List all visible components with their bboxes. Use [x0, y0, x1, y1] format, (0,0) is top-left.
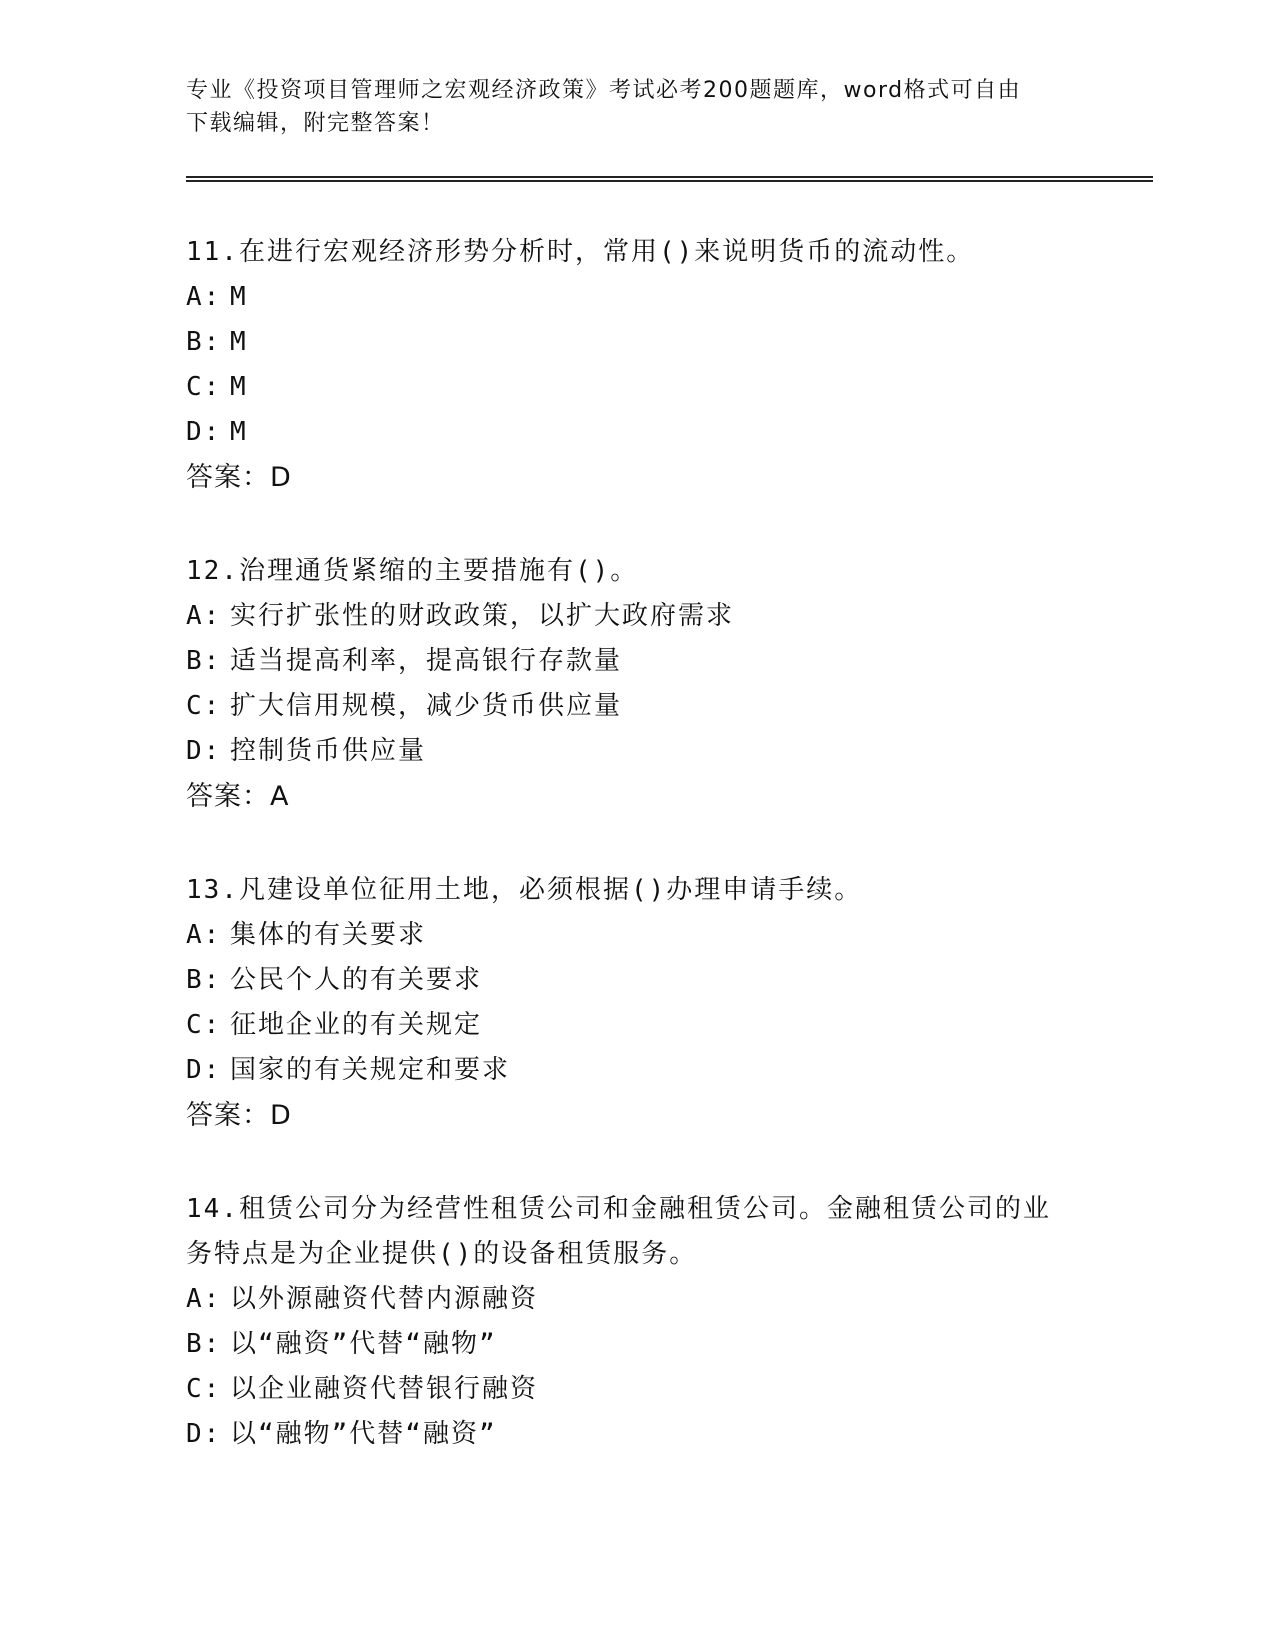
question-stem: 14.租赁公司分为经营性租赁公司和金融租赁公司。金融租赁公司的业: [186, 1194, 1051, 1224]
option-text: 适当提高利率，提高银行存款量: [230, 646, 623, 676]
question-13: [186, 868, 1086, 1139]
option-letter: A:: [186, 920, 222, 950]
option-letter: C:: [186, 372, 222, 402]
question-11: [186, 230, 1086, 501]
option-letter: B:: [186, 646, 222, 676]
option-letter: D:: [186, 417, 222, 447]
answer-line: 答案：D: [186, 462, 292, 493]
option-a: [186, 1277, 1086, 1322]
option-d: [186, 729, 1086, 774]
question-stem: 13.凡建设单位征用土地，必须根据()办理申请手续。: [186, 875, 863, 905]
option-text: M: [230, 417, 248, 447]
option-c: [186, 1003, 1086, 1048]
option-a: [186, 594, 1086, 639]
option-b: [186, 320, 1086, 365]
option-text: 扩大信用规模，减少货币供应量: [230, 691, 623, 721]
option-text: M: [230, 327, 248, 357]
option-d: [186, 1412, 1086, 1457]
option-letter: B:: [186, 1329, 222, 1359]
option-letter: D:: [186, 1055, 222, 1085]
option-text: 以“融物”代替“融资”: [230, 1419, 497, 1449]
option-d: [186, 1048, 1086, 1093]
option-letter: A:: [186, 1284, 222, 1314]
option-text: M: [230, 282, 248, 312]
option-b: [186, 639, 1086, 684]
option-c: [186, 1367, 1086, 1412]
option-letter: D:: [186, 736, 222, 766]
question-14: [186, 1187, 1086, 1457]
option-c: [186, 684, 1086, 729]
option-letter: D:: [186, 1419, 222, 1449]
option-letter: A:: [186, 601, 222, 631]
option-b: [186, 1322, 1086, 1367]
option-text: 以“融资”代替“融物”: [230, 1329, 497, 1359]
option-d: [186, 410, 1086, 455]
option-text: 控制货币供应量: [230, 736, 427, 766]
question-12: [186, 549, 1086, 820]
question-stem: 12.治理通货紧缩的主要措施有()。: [186, 556, 639, 586]
option-letter: C:: [186, 691, 222, 721]
option-b: [186, 958, 1086, 1003]
question-stem: 11.在进行宏观经济形势分析时，常用()来说明货币的流动性。: [186, 237, 975, 267]
option-letter: C:: [186, 1374, 222, 1404]
question-list: [186, 230, 1086, 1505]
option-text: 以外源融资代替内源融资: [230, 1284, 539, 1314]
option-text: 集体的有关要求: [230, 920, 427, 950]
option-text: 实行扩张性的财政政策，以扩大政府需求: [230, 601, 735, 631]
option-text: 以企业融资代替银行融资: [230, 1374, 539, 1404]
header-divider: [186, 176, 1153, 182]
header-line-2: 下载编辑，附完整答案！: [186, 111, 445, 136]
option-letter: B:: [186, 327, 222, 357]
option-letter: A:: [186, 282, 222, 312]
header-line-1: 专业《投资项目管理师之宏观经济政策》考试必考200题题库，word格式可自由: [186, 78, 1022, 103]
option-a: [186, 913, 1086, 958]
answer-line: 答案：A: [186, 781, 290, 812]
option-text: 征地企业的有关规定: [230, 1010, 483, 1040]
page-header: [186, 74, 1086, 140]
option-text: 国家的有关规定和要求: [230, 1055, 511, 1085]
answer-line: 答案：D: [186, 1100, 292, 1131]
option-letter: C:: [186, 1010, 222, 1040]
option-text: M: [230, 372, 248, 402]
option-text: 公民个人的有关要求: [230, 965, 483, 995]
option-a: [186, 275, 1086, 320]
question-stem-continued: 务特点是为企业提供()的设备租赁服务。: [186, 1239, 698, 1269]
option-letter: B:: [186, 965, 222, 995]
option-c: [186, 365, 1086, 410]
